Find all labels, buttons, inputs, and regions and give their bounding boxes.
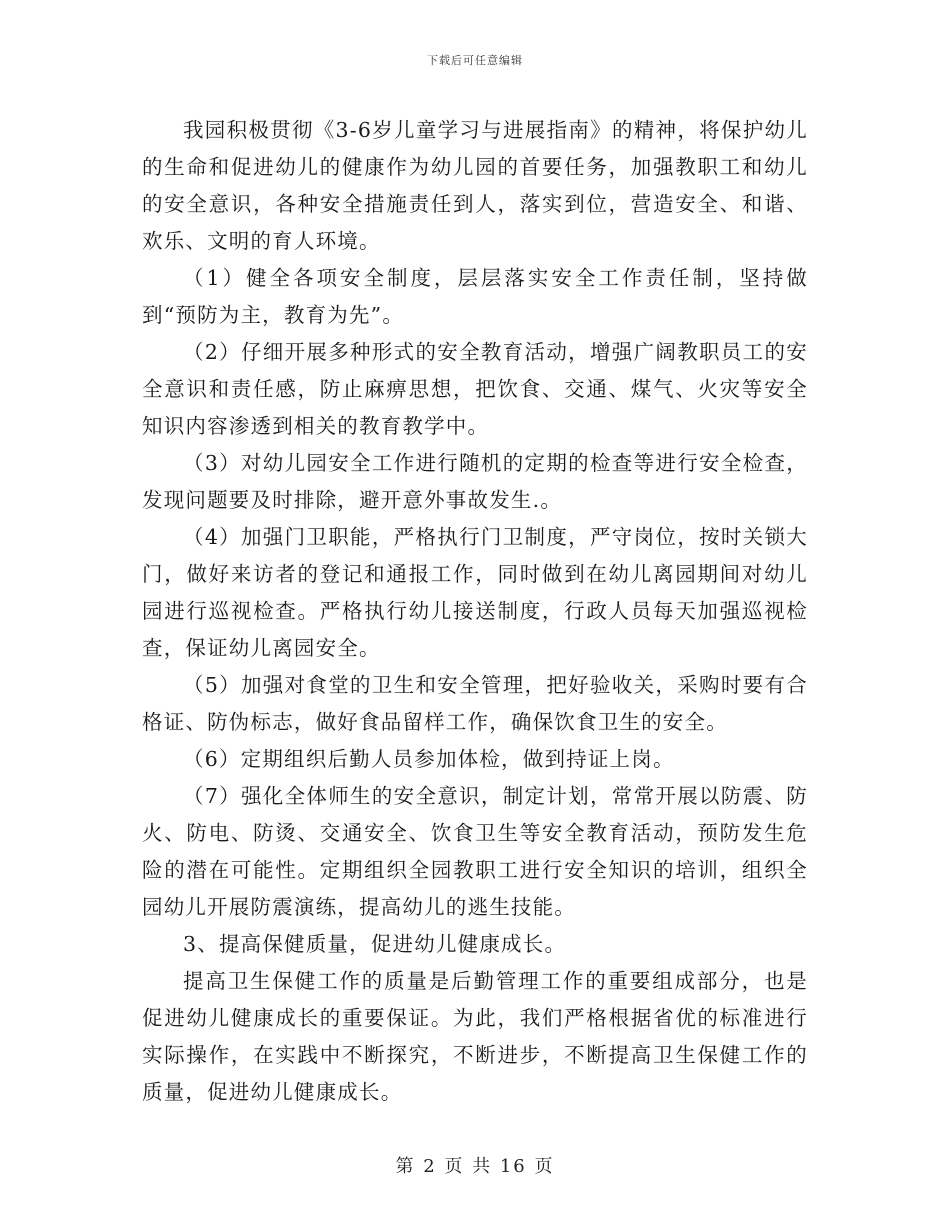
paragraph-item-1: （1）健全各项安全制度，层层落实安全工作责任制，坚持做到“预防为主，教育为先”。 <box>142 266 808 327</box>
paragraph-item-6: （6）定期组织后勤人员参加体检，做到持证上岗。 <box>183 747 675 771</box>
document-body <box>142 112 808 1111</box>
paragraph-item-7: （7）强化全体师生的安全意识，制定计划，常常开展以防震、防火、防电、防烫、交通安全、饮食卫生等安全教育活动，预防发生危险的潜在可能性。定期组织全园教职工进行安全知识的培训，组织全园幼儿开展防震演练，提高幼儿的逃生技能。 <box>142 784 808 919</box>
paragraph-item-2: （2）仔细开展多种形式的安全教育活动，增强广阔教职员工的安全意识和责任感，防止麻痹思想，把饮食、交通、煤气、火灾等安全知识内容渗透到相关的教育教学中。 <box>142 340 808 438</box>
paragraph-intro: 我园积极贯彻《3-6岁儿童学习与进展指南》的精神，将保护幼儿的生命和促进幼儿的健康作为幼儿园的首要任务，加强教职工和幼儿的安全意识，各种安全措施责任到人，落实到位，营造安全、和谐、欢乐、文明的育人环境。 <box>142 118 808 253</box>
section-heading: 3、提高保健质量，促进幼儿健康成长。 <box>183 932 567 956</box>
page-footer: 第 2 页 共 16 页 <box>395 1156 555 1177</box>
paragraph-item-5: （5）加强对食堂的卫生和安全管理，把好验收关，采购时要有合格证、防伪标志，做好食品留样工作，确保饮食卫生的安全。 <box>142 673 808 734</box>
paragraph-health: 提高卫生保健工作的质量是后勤管理工作的重要组成部分，也是促进幼儿健康成长的重要保证。为此，我们严格根据省优的标准进行实际操作，在实践中不断探究，不断进步，不断提高卫生保健工作的质量，促进幼儿健康成长。 <box>142 969 808 1104</box>
paragraph-item-4: （4）加强门卫职能，严格执行门卫制度，严守岗位，按时关锁大门，做好来访者的登记和通报工作，同时做到在幼儿离园期间对幼儿园进行巡视检查。严格执行幼儿接送制度，行政人员每天加强巡视检查，保证幼儿离园安全。 <box>142 525 808 660</box>
page-header: 下载后可任意编辑 <box>427 54 523 67</box>
paragraph-item-3: （3）对幼儿园安全工作进行随机的定期的检查等进行安全检查，发现问题要及时排除，避开意外事故发生.。 <box>142 451 808 512</box>
